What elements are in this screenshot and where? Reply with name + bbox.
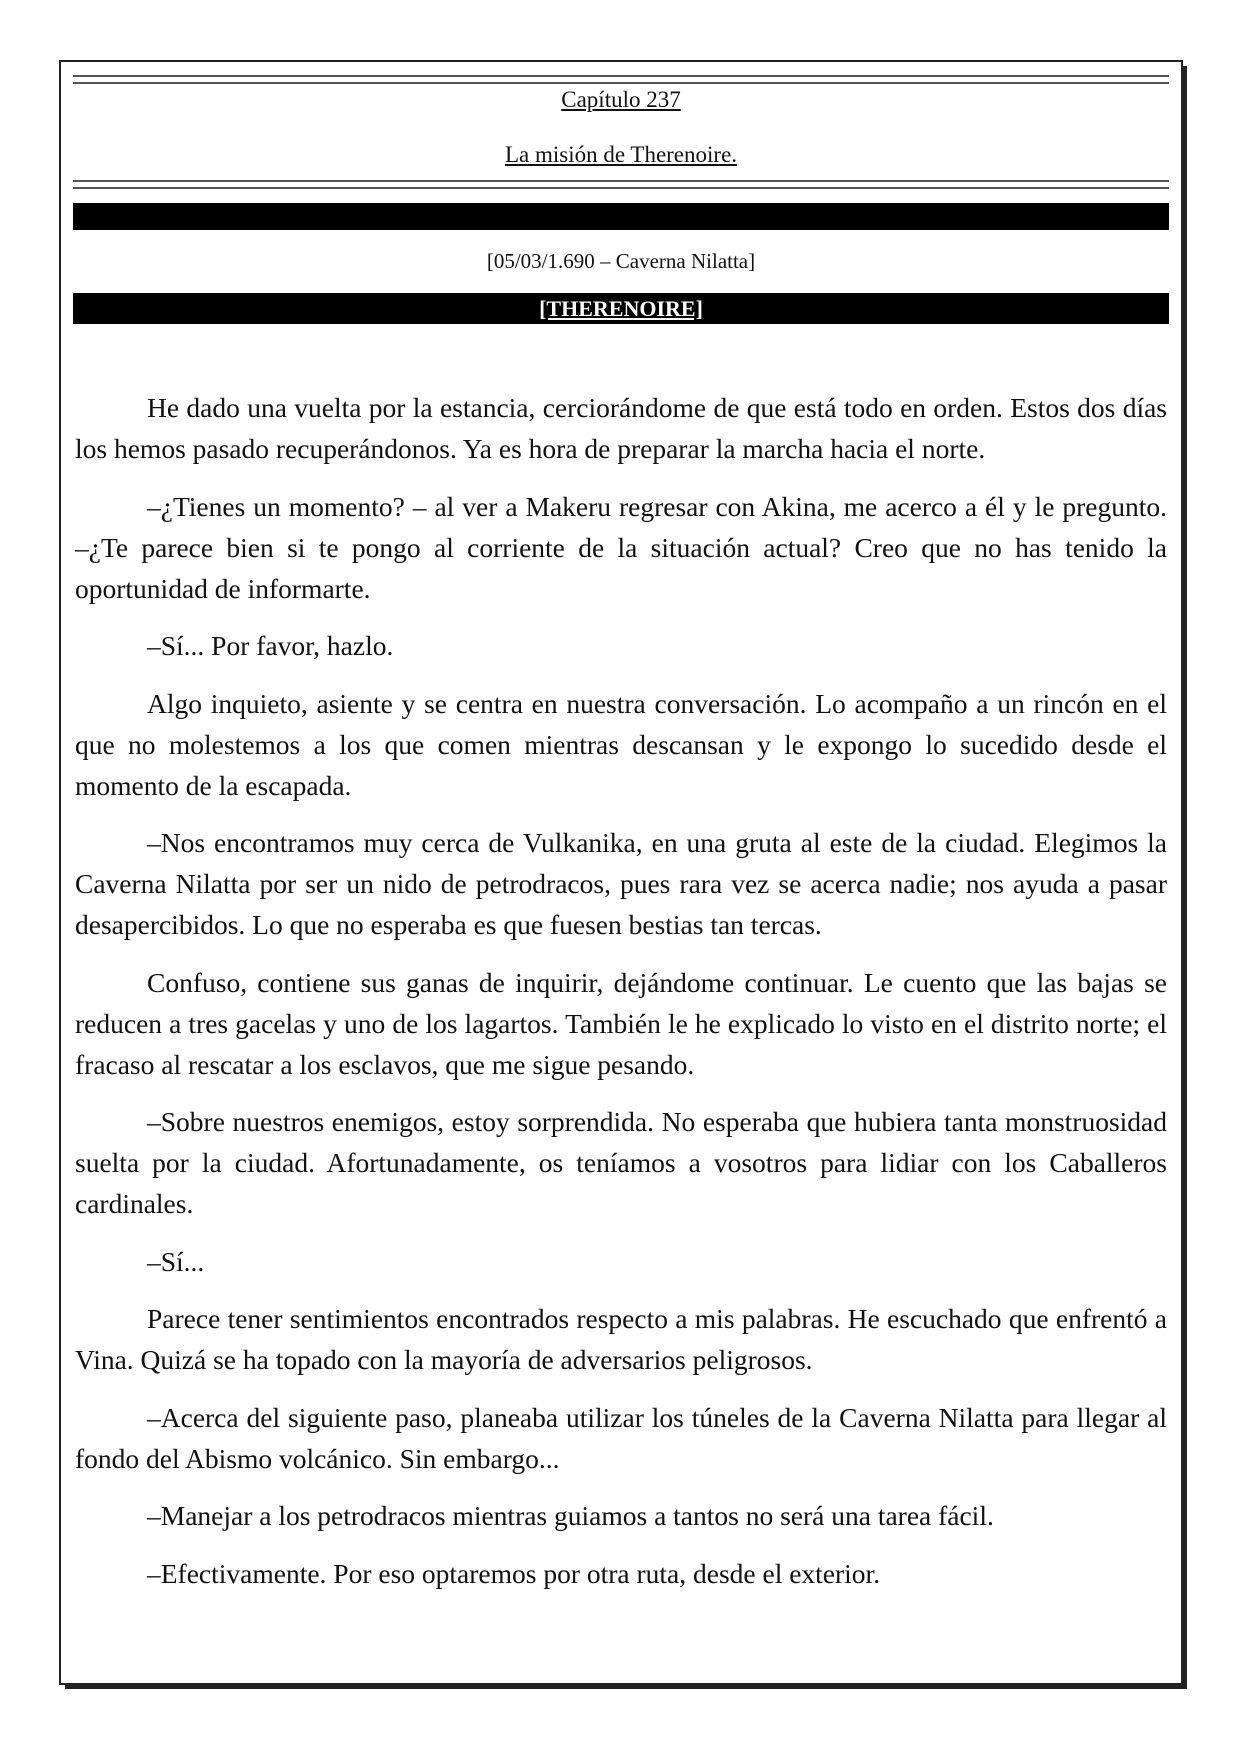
- paragraph: –¿Tienes un momento? – al ver a Makeru regresar con Akina, me acerco a él y le pregunto. –¿Te parece bien si te pongo al corriente de la situación actual? Creo que no has tenido la oportunidad de informarte.: [75, 490, 1167, 604]
- paragraph: Algo inquieto, asiente y se centra en nuestra conversación. Lo acompaño a un rincón en el que no molestemos a los que comen mientras descansan y le expongo lo sucedido desde el momento de la escapada.: [75, 687, 1167, 801]
- top-double-rule: [73, 75, 1169, 84]
- paragraph: –Efectivamente. Por eso optaremos por otra ruta, desde el exterior.: [147, 1557, 881, 1589]
- paragraph: –Nos encontramos muy cerca de Vulkanika, en una gruta al este de la ciudad. Elegimos la Caverna Nilatta por ser un nido de petrodracos, pues rara vez se acerca nadie; nos ayuda a pasar desapercibidos. Lo que no esperaba es que fuesen bestias tan tercas.: [75, 827, 1167, 940]
- pov-label: [THERENOIRE]: [539, 296, 703, 321]
- paragraph: Confuso, contiene sus ganas de inquirir, dejándome continuar. Le cuento que las bajas se reducen a tres gacelas y uno de los lagartos. También le he explicado lo visto en el distrito norte; el fracaso al rescatar a los esclavos, que me sigue pesando.: [75, 966, 1167, 1080]
- header-double-rule: [73, 180, 1169, 189]
- paragraph: –Sí... Por favor, hazlo.: [147, 630, 394, 661]
- paragraph: –Manejar a los petrodracos mientras guiamos a tantos no será una tarea fácil.: [147, 1500, 994, 1531]
- page-frame: [59, 60, 1183, 1685]
- paragraph: –Sobre nuestros enemigos, estoy sorprendida. No esperaba que hubiera tanta monstruosidad suelta por la ciudad. Afortunadamente, os teníamos a vosotros para lidiar con los Caballeros cardinales.: [75, 1106, 1167, 1219]
- chapter-number: Capítulo 237: [561, 87, 681, 112]
- paragraph: He dado una vuelta por la estancia, cerciorándome de que está todo en orden. Estos dos días los hemos pasado recuperándonos. Ya es hora de preparar la marcha hacia el norte.: [75, 392, 1167, 464]
- separator-bar: [73, 203, 1169, 230]
- paragraph: Parece tener sentimientos encontrados respecto a mis palabras. He escuchado que enfrentó a Vina. Quizá se ha topado con la mayoría de adversarios peligrosos.: [75, 1303, 1167, 1375]
- chapter-title: La misión de Therenoire.: [504, 142, 738, 167]
- pov-banner: [73, 293, 1169, 324]
- paragraph: –Sí...: [147, 1245, 205, 1277]
- scene-date-location: [05/03/1.690 – Caverna Nilatta]: [486, 249, 756, 273]
- paragraph: –Acerca del siguiente paso, planeaba utilizar los túneles de la Caverna Nilatta para llegar al fondo del Abismo volcánico. Sin embargo...: [75, 1401, 1167, 1474]
- chapter-body: [75, 387, 1167, 1610]
